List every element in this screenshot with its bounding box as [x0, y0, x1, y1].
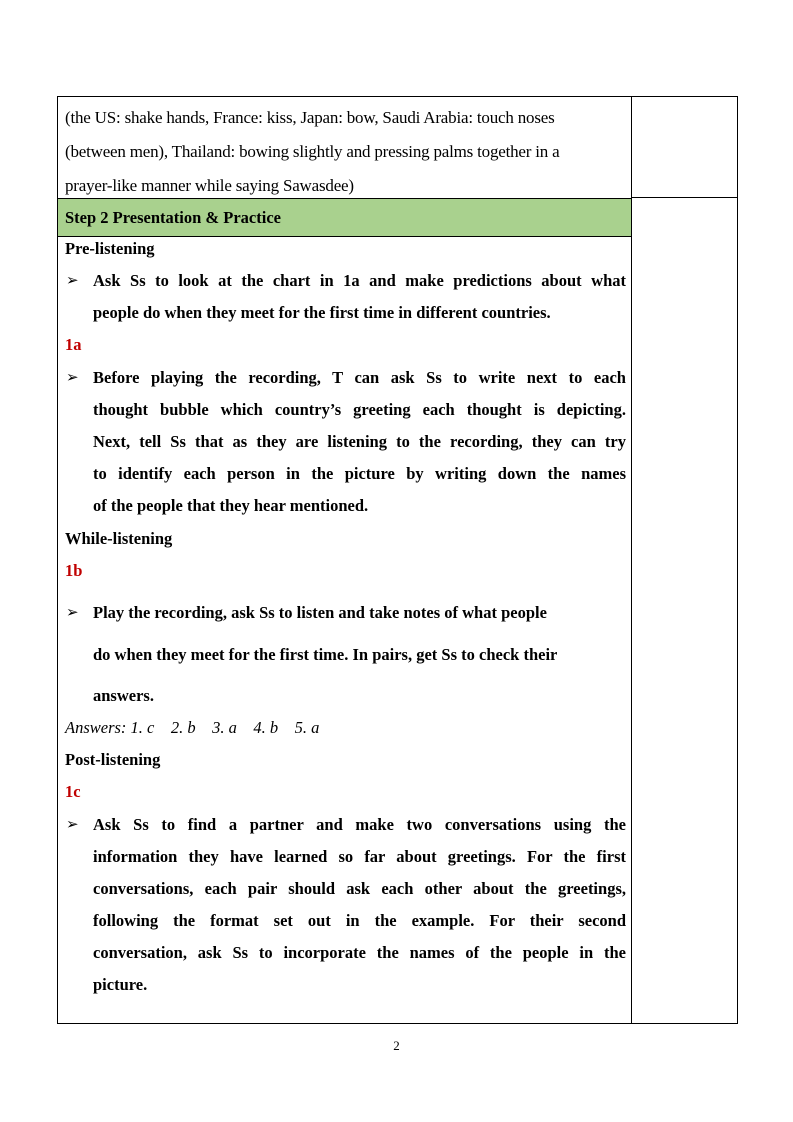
bullet-line: conversations, each pair should ask each other about the greetings, [93, 879, 626, 898]
section-label-1b: 1b [65, 561, 83, 580]
page-number: 2 [393, 1038, 400, 1053]
bullet-arrow-icon: ➢ [66, 605, 79, 621]
greetings-note [65, 101, 625, 203]
bullet-arrow-icon: ➢ [66, 370, 79, 386]
bullet-line: conversation, ask Ss to incorporate the names of the people in the [93, 943, 626, 962]
while-listening-heading: While-listening [65, 529, 173, 548]
note-line: prayer-like manner while saying Sawasdee) [65, 176, 354, 195]
step-title: Step 2 Presentation & Practice [65, 208, 281, 227]
bullet-line: Play the recording, ask Ss to listen and take notes of what people [93, 603, 547, 622]
column-divider [631, 97, 632, 1023]
bullet-line: thought bubble which country’s greeting each thought is depicting. [93, 400, 626, 419]
note-line: (the US: shake hands, France: kiss, Japan: bow, Saudi Arabia: touch noses [65, 108, 555, 127]
bullet-line: information they have learned so far about greetings. For the first [93, 847, 626, 866]
bullet-line: answers. [93, 686, 154, 705]
bullet-arrow-icon: ➢ [66, 273, 79, 289]
bullet-line: of the people that they hear mentioned. [93, 496, 369, 515]
bullet-line: people do when they meet for the first time in different countries. [93, 303, 551, 322]
row-divider [631, 197, 738, 198]
note-line: (between men), Thailand: bowing slightly and pressing palms together in a [65, 142, 560, 161]
bullet-line: to identify each person in the picture by writing down the names [93, 464, 626, 483]
lesson-table [57, 96, 738, 1024]
bullet-line: picture. [93, 975, 148, 994]
bullet-line: following the format set out in the example. For their second [93, 911, 626, 930]
answers-line: Answers: 1. c 2. b 3. a 4. b 5. a [65, 718, 320, 737]
section-label-1a: 1a [65, 335, 82, 354]
section-label-1c: 1c [65, 782, 81, 801]
step-header [58, 198, 631, 237]
bullet-line: Ask Ss to find a partner and make two conversations using the [93, 815, 626, 834]
pre-listening-heading: Pre-listening [65, 239, 155, 258]
bullet-line: Next, tell Ss that as they are listening to the recording, they can try [93, 432, 626, 451]
post-listening-heading: Post-listening [65, 750, 161, 769]
bullet-line: Before playing the recording, T can ask Ss to write next to each [93, 368, 626, 387]
bullet-arrow-icon: ➢ [66, 817, 79, 833]
bullet-line: Ask Ss to look at the chart in 1a and make predictions about what [93, 271, 626, 290]
bullet-line: do when they meet for the first time. In pairs, get Ss to check their [93, 645, 558, 664]
